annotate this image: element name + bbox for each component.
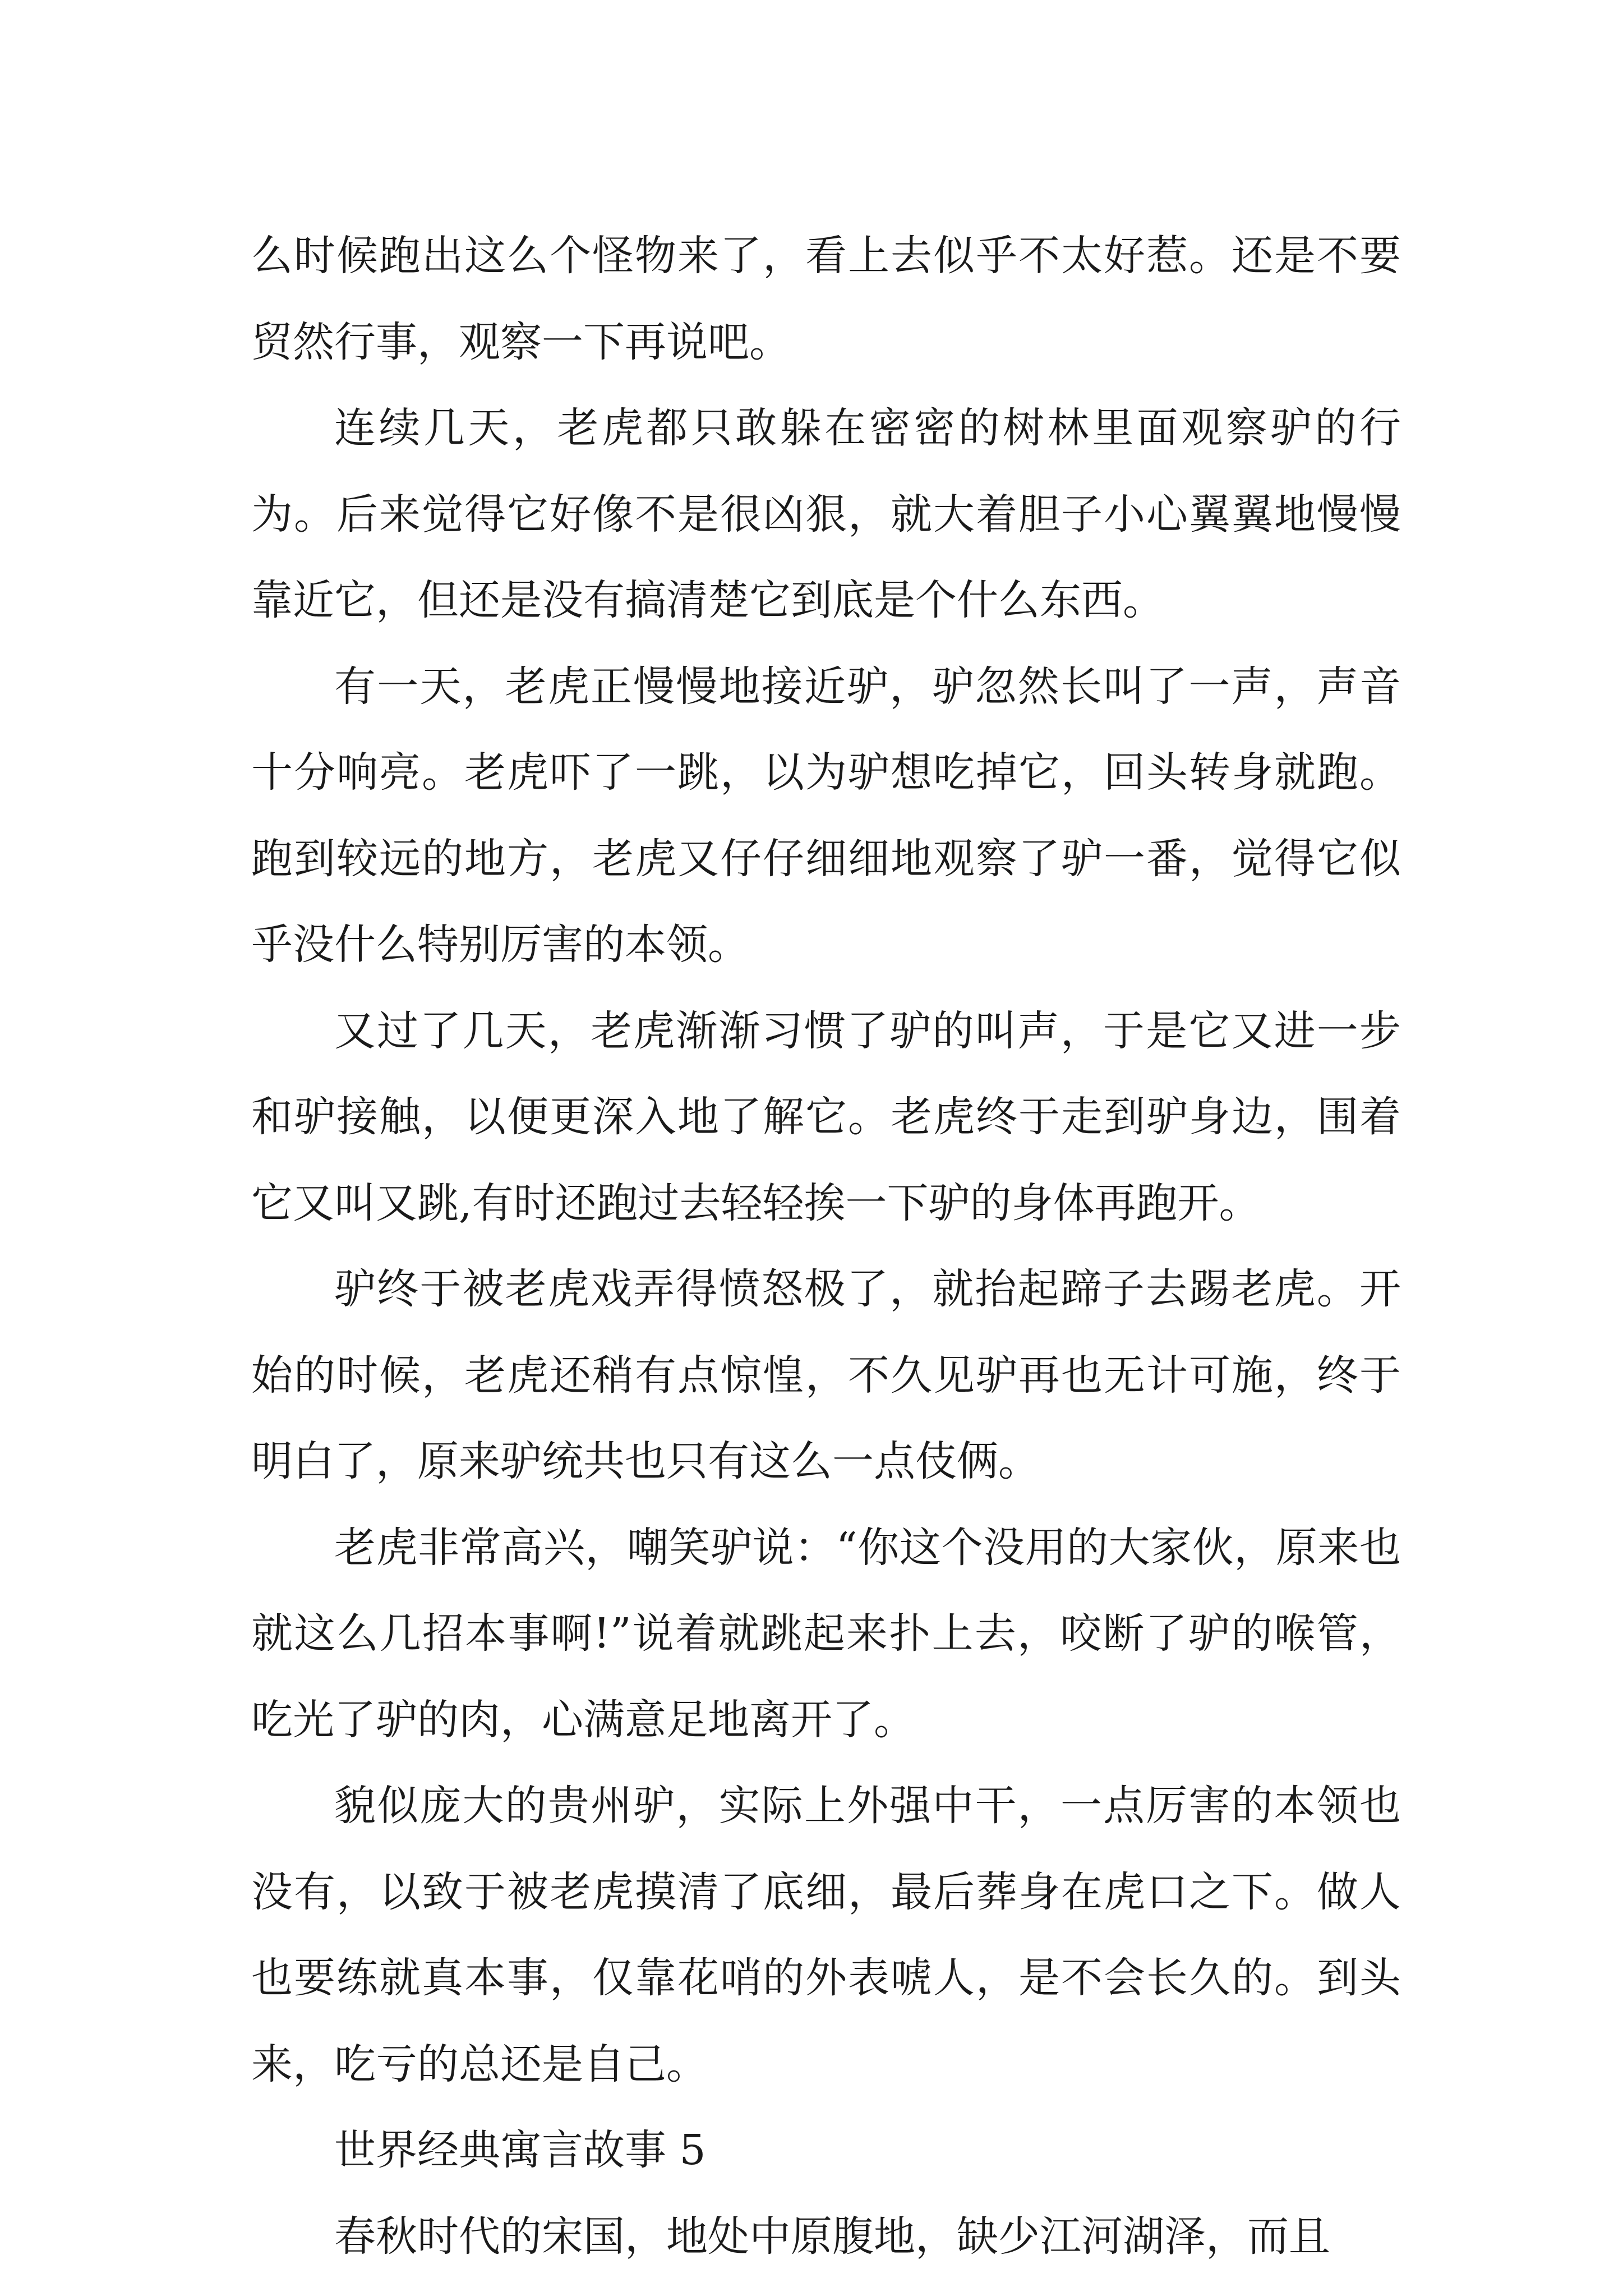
paragraph: 又过了几天，老虎渐渐习惯了驴的叫声，于是它又进一步和驴接触，以便更深入地了解它。老虎终于走到驴身边，围着它又叫又跳,有时还跑过去轻轻挨一下驴的身体再跑开。 bbox=[251, 1006, 1401, 1227]
paragraph-continued: 么时候跑出这么个怪物来了，看上去似乎不太好惹。还是不要贸然行事，观察一下再说吧。 bbox=[251, 232, 1401, 366]
paragraph: 有一天，老虎正慢慢地接近驴，驴忽然长叫了一声，声音十分响亮。老虎吓了一跳，以为驴想吃掉它，回头转身就跑。跑到较远的地方，老虎又仔仔细细地观察了驴一番，觉得它似乎没什么特别厉害的本领。 bbox=[251, 662, 1401, 969]
paragraph: 老虎非常高兴，嘲笑驴说：“你这个没用的大家伙，原来也就这么几招本事啊!”说着就跳起来扑上去，咬断了驴的喉管，吃光了驴的肉，心满意足地离开了。 bbox=[251, 1523, 1401, 1744]
paragraph: 连续几天，老虎都只敢躲在密密的树林里面观察驴的行为。后来觉得它好像不是很凶狠，就大着胆子小心翼翼地慢慢靠近它，但还是没有搞清楚它到底是个什么东西。 bbox=[251, 404, 1401, 624]
body-text bbox=[251, 213, 1401, 2280]
paragraph: 驴终于被老虎戏弄得愤怒极了，就抬起蹄子去踢老虎。开始的时候，老虎还稍有点惊惶，不久见驴再也无计可施，终于明白了，原来驴统共也只有这么一点伎俩。 bbox=[251, 1265, 1401, 1485]
paragraph: 春秋时代的宋国，地处中原腹地，缺少江河湖泽，而且 bbox=[334, 2212, 1330, 2261]
section-heading: 世界经典寓言故事 5 bbox=[334, 2126, 706, 2174]
paragraph: 貌似庞大的贵州驴，实际上外强中干，一点厉害的本领也没有，以致于被老虎摸清了底细，最后葬身在虎口之下。做人也要练就真本事，仅靠花哨的外表唬人，是不会长久的。到头来，吃亏的总还是自己。 bbox=[251, 1782, 1401, 2088]
